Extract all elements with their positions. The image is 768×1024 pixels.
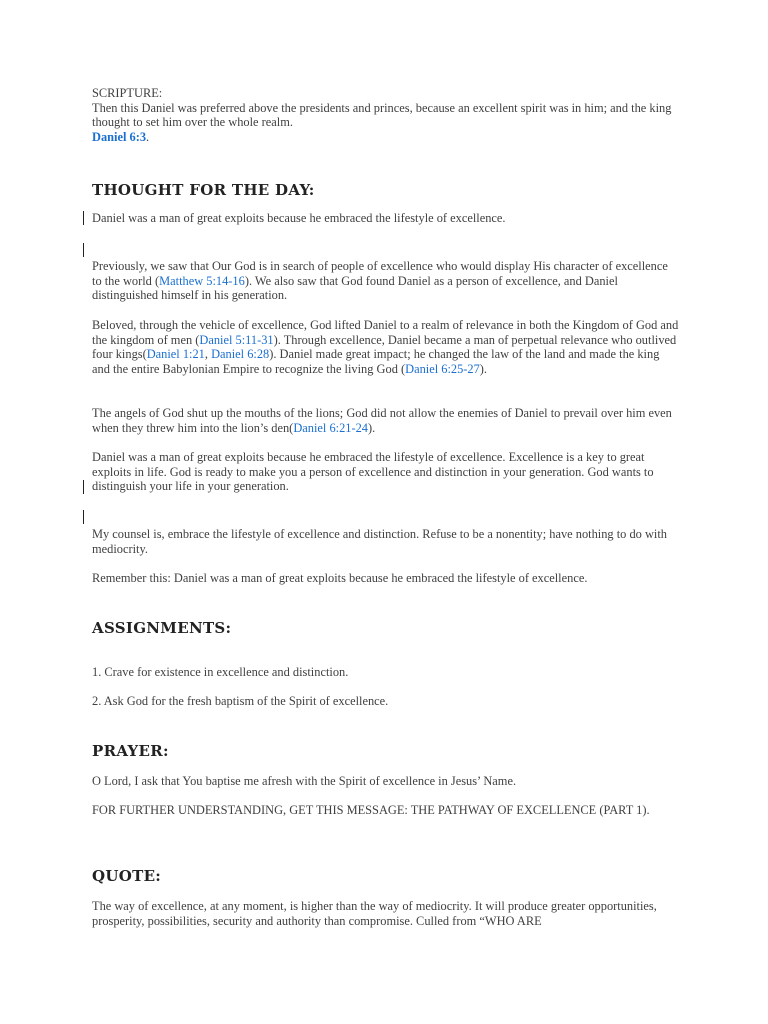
scripture-section [92,86,680,144]
assignment-item-2: 2. Ask God for the fresh baptism of the Spirit of excellence. [92,694,389,708]
scripture-reference: Daniel 6:3. [92,129,150,144]
scripture-text: Then this Daniel was preferred above the presidents and princes, because an excellent spirit was in him; and the king thought to set him over the whole realm. [92,100,672,130]
ref-daniel-6-28[interactable]: Daniel 6:28 [211,347,270,362]
scripture-label: SCRIPTURE: [92,86,163,100]
text-cursor [83,480,84,494]
text-cursor [83,211,84,225]
scripture-ref-link[interactable]: Daniel 6:3 [92,129,147,144]
text-cursor [83,510,84,524]
assignments-heading: ASSIGNMENTS: [92,619,232,637]
assignment-item-1: 1. Crave for existence in excellence and distinction. [92,665,349,679]
text-cursor [83,243,84,257]
thought-paragraph-1: Previously, we saw that Our God is in search of people of excellence who would display His character of excellence to the world (Matthew 5:14-16). We also saw that God found Daniel as a person of excellence, and Daniel distinguished himself in his generation. [92,259,668,303]
prayer-heading: PRAYER: [92,742,169,760]
further-understanding: FOR FURTHER UNDERSTANDING, GET THIS MESSAGE: THE PATHWAY OF EXCELLENCE (PART 1). [92,803,650,817]
ref-daniel-1-21[interactable]: Daniel 1:21 [146,347,205,362]
thought-paragraph-3: The angels of God shut up the mouths of the lions; God did not allow the enemies of Daniel to prevail over him even when they threw him into the lion’s den(Daniel 6:21-24). [92,406,672,435]
ref-daniel-6-21-24[interactable]: Daniel 6:21-24 [293,420,368,435]
thought-heading: THOUGHT FOR THE DAY: [92,181,315,199]
thought-summary: Daniel was a man of great exploits because he embraced the lifestyle of excellence. [92,211,506,225]
quote-heading: QUOTE: [92,867,162,885]
ref-daniel-6-25-27[interactable]: Daniel 6:25-27 [405,361,480,376]
ref-daniel-5-11-31[interactable]: Daniel 5:11-31 [199,332,274,347]
thought-paragraph-6: Remember this: Daniel was a man of great exploits because he embraced the lifestyle of excellence. [92,571,588,585]
quote-text: The way of excellence, at any moment, is higher than the way of mediocrity. It will produce greater opportunities, prosperity, possibilities, security and authority than compromise. Culled from “WHO ARE [92,899,657,928]
ref-matthew-5-14-16[interactable]: Matthew 5:14-16 [159,273,245,288]
thought-paragraph-4: Daniel was a man of great exploits because he embraced the lifestyle of excellence. Excellence is a key to great exploits in life. God is ready to make you a person of excellence and distinction in your generation. God wants to distinguish your life in your generation. [92,450,654,494]
thought-paragraph-2: Beloved, through the vehicle of excellence, God lifted Daniel to a realm of relevance in both the Kingdom of God and the kingdom of men (Daniel 5:11-31). Through excellence, Daniel became a man of perpetual relevance who outlived four kings(Daniel 1:21, Daniel 6:28). Daniel made great impact; he changed the law of the land and made the king and the entire Babylonian Empire to recognize the living God (Daniel 6:25-27). [92,318,679,376]
prayer-text: O Lord, I ask that You baptise me afresh with the Spirit of excellence in Jesus’ Name. [92,774,517,788]
thought-paragraph-5: My counsel is, embrace the lifestyle of excellence and distinction. Refuse to be a nonentity; have nothing to do with mediocrity. [92,527,667,556]
